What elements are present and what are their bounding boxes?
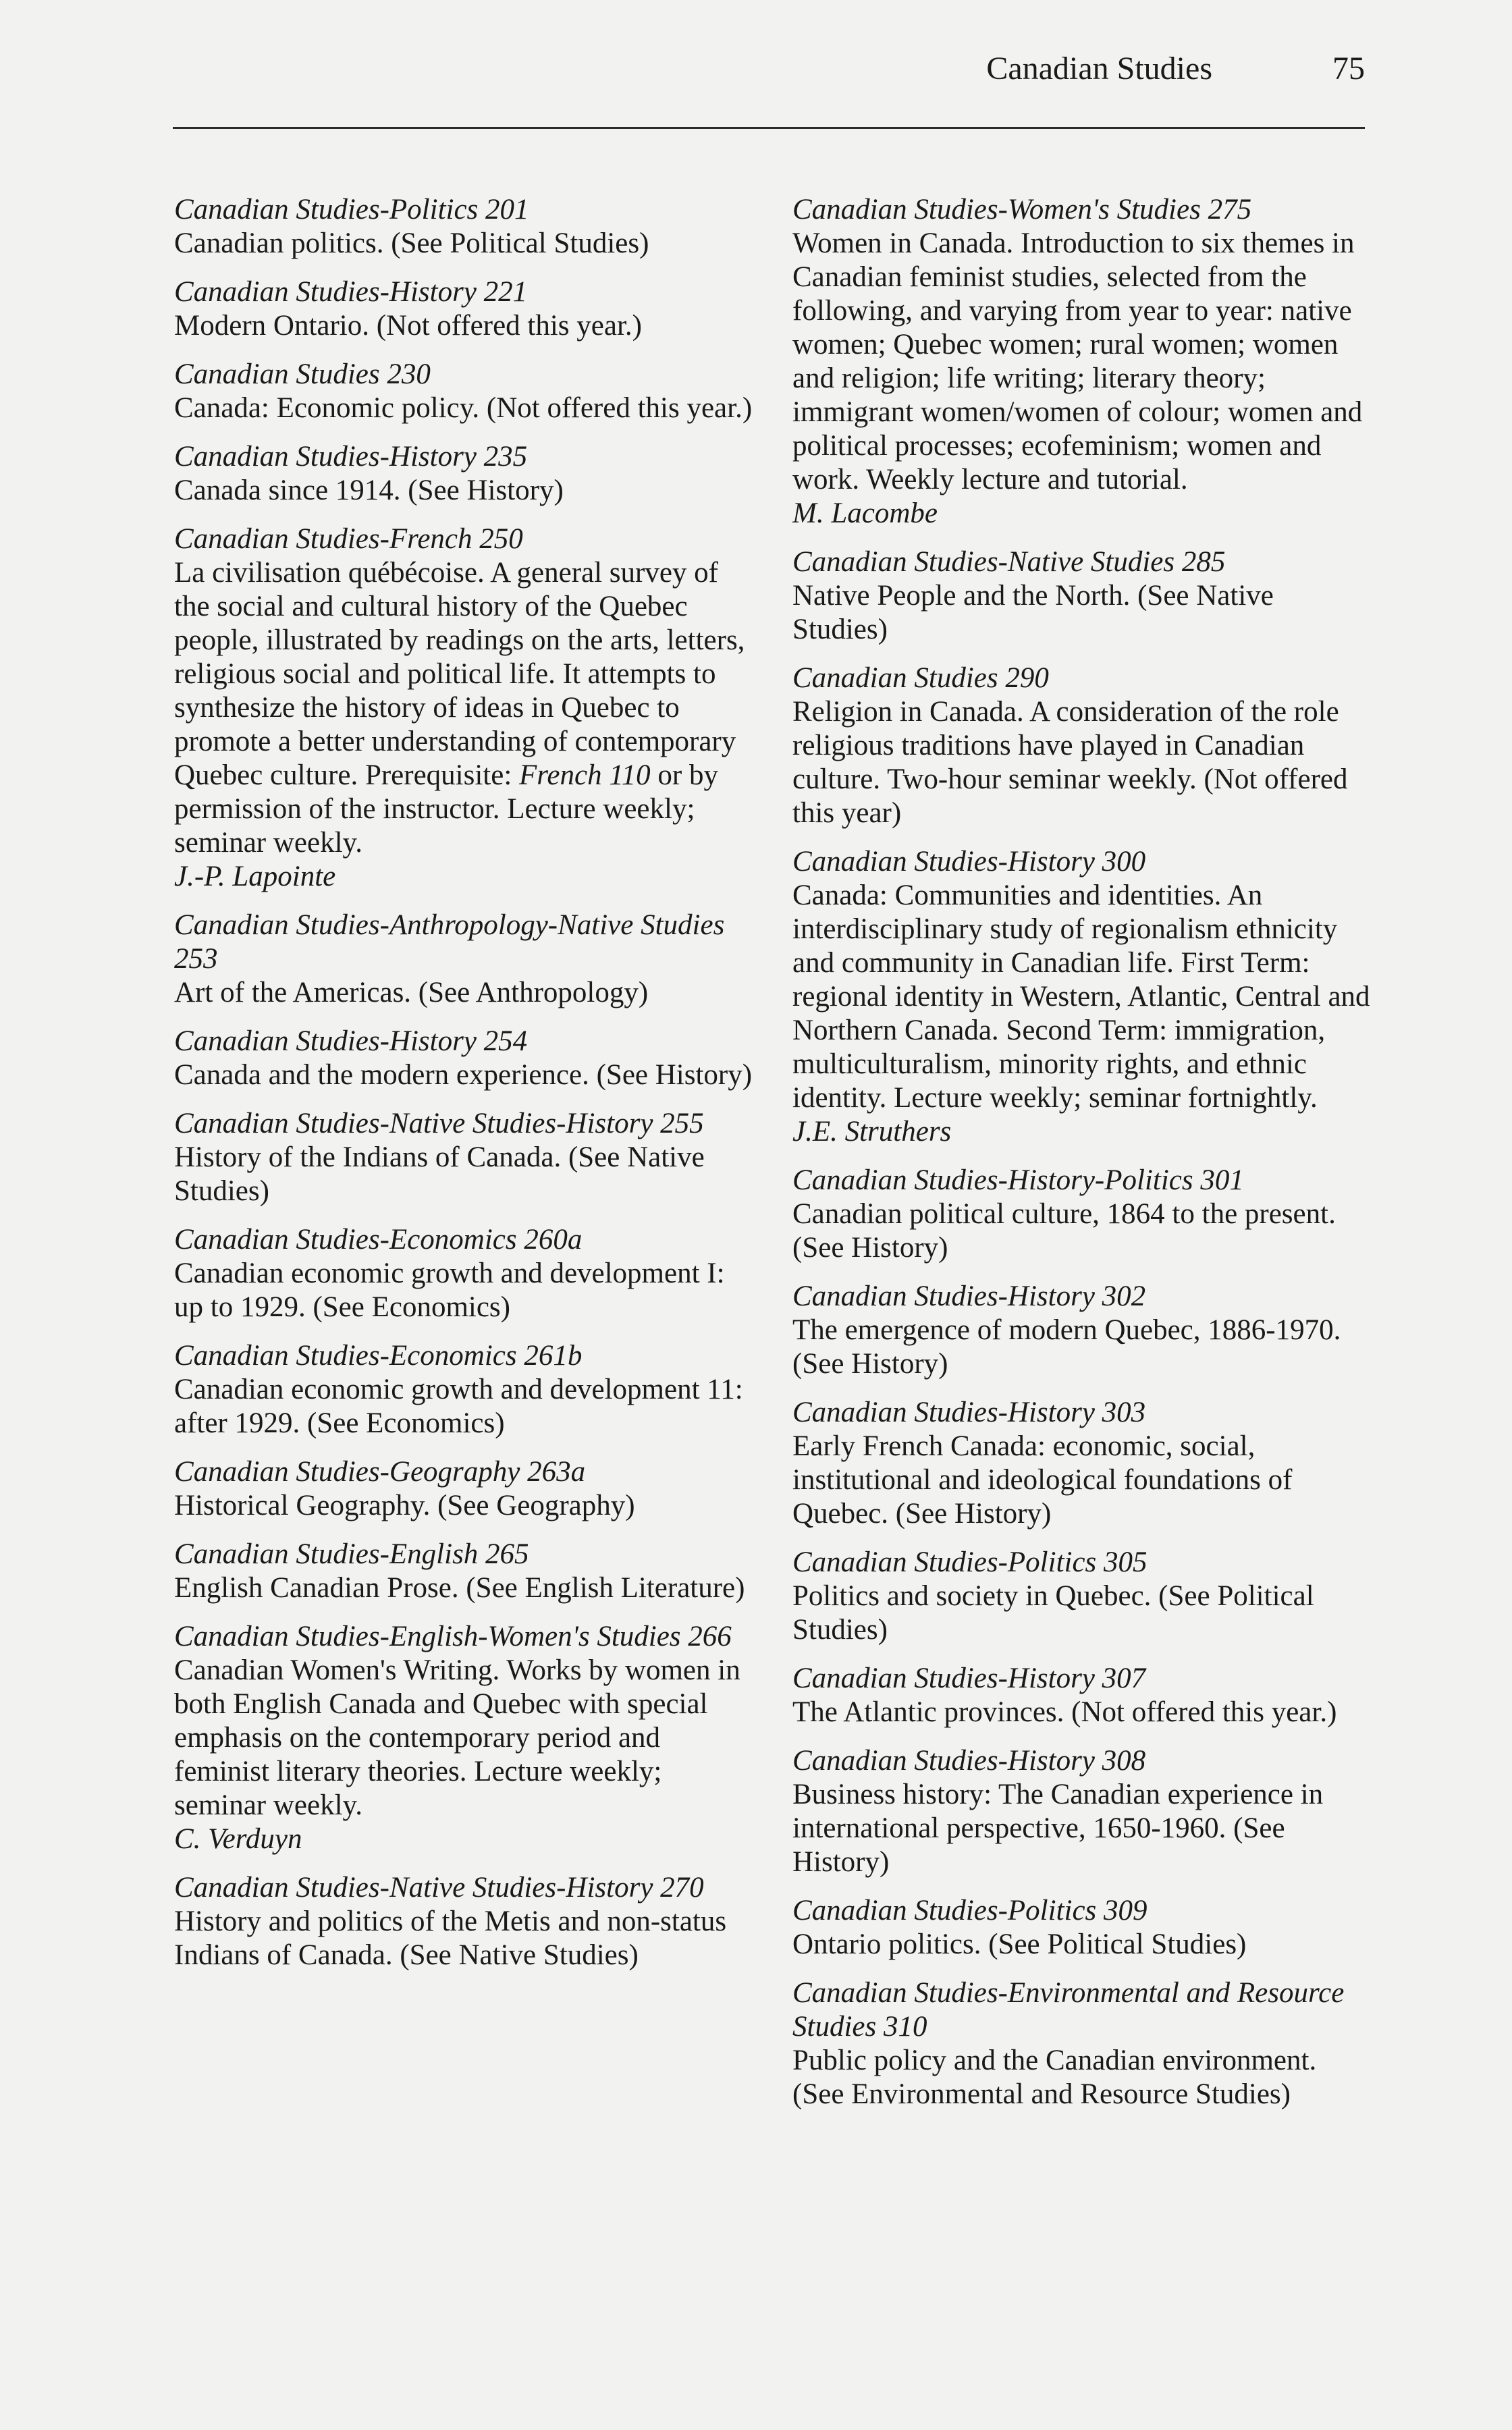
prerequisite-course: French 110	[519, 759, 651, 791]
course-description: Canada since 1914. (See History)	[174, 475, 564, 506]
course-entry	[792, 1894, 1373, 1962]
course-description: The Atlantic provinces. (Not offered this year.)	[792, 1696, 1337, 1728]
course-description: The emergence of modern Quebec, 1886-1970. (See History)	[792, 1314, 1341, 1380]
course-entry	[792, 1976, 1373, 2111]
course-heading: Canadian Studies-History 308	[792, 1745, 1146, 1777]
course-heading: Canadian Studies-Native Studies-History 255	[174, 1108, 704, 1139]
description-text: or by permission of the instructor. Lecture weekly; seminar weekly.	[174, 759, 718, 859]
course-heading: Canadian Studies-History 300	[792, 846, 1146, 878]
course-description: Art of the Americas. (See Anthropology)	[174, 977, 649, 1008]
course-entry	[174, 909, 755, 1010]
course-heading: Canadian Studies-French 250	[174, 523, 523, 555]
course-entry	[792, 1164, 1373, 1265]
course-heading: Canadian Studies-Geography 263a	[174, 1456, 586, 1488]
course-entry	[174, 1871, 755, 1972]
course-entry	[792, 1744, 1373, 1879]
running-head: Canadian Studies	[986, 51, 1212, 86]
course-entry	[174, 1025, 755, 1092]
course-entry	[174, 1107, 755, 1208]
course-entry	[792, 1546, 1373, 1647]
course-entry	[792, 1396, 1373, 1531]
course-description: Canada: Economic policy. (Not offered this year.)	[174, 392, 753, 424]
course-description: Canadian politics. (See Political Studies)	[174, 227, 649, 259]
course-description: Ontario politics. (See Political Studies)	[792, 1928, 1247, 1960]
course-description: Early French Canada: economic, social, institutional and ideological foundations of Quebec. (See History)	[792, 1430, 1293, 1530]
course-entry	[174, 1538, 755, 1605]
course-description: Canadian political culture, 1864 to the present. (See History)	[792, 1198, 1336, 1264]
course-heading: Canadian Studies-History 254	[174, 1025, 528, 1057]
course-entry	[174, 440, 755, 508]
course-heading: Canadian Studies 290	[792, 662, 1049, 694]
course-entry	[792, 662, 1373, 830]
course-description: Canada: Communities and identities. An interdisciplinary study of regionalism ethnicity and community in Canadian life. First Term: regional identity in Western, Atlantic, Central and Northern Canada. Second Term: immigration, multiculturalism, minority rights, and ethnic identity. Lecture weekly; seminar fortnightly.	[792, 880, 1370, 1114]
description-text: La civilisation québécoise. A general survey of the social and cultural history of the Quebec people, illustrated by readings on the arts, letters, religious social and political life. It attempts to synthesize the history of ideas in Quebec to promote a better understanding of contemporary Quebec culture. Prerequisite:	[174, 557, 745, 791]
instructor-name: C. Verduyn	[174, 1823, 302, 1855]
instructor-name: J.-P. Lapointe	[174, 861, 336, 892]
course-description: Religion in Canada. A consideration of the role religious traditions have played in Canadian culture. Two-hour seminar weekly. (Not offered this year)	[792, 696, 1348, 829]
course-entry	[792, 193, 1373, 531]
course-heading: Canadian Studies-Politics 305	[792, 1546, 1148, 1578]
course-heading: Canadian Studies-Women's Studies 275	[792, 194, 1252, 225]
course-description: Politics and society in Quebec. (See Political Studies)	[792, 1580, 1314, 1646]
instructor-name: J.E. Struthers	[792, 1116, 952, 1148]
course-entry	[174, 1620, 755, 1856]
instructor-name: M. Lacombe	[792, 497, 938, 529]
course-heading: Canadian Studies-Anthropology-Native Studies 253	[174, 909, 725, 975]
course-heading: Canadian Studies-Environmental and Resource Studies 310	[792, 1977, 1345, 2043]
course-entry	[174, 1223, 755, 1324]
course-heading: Canadian Studies-English-Women's Studies 266	[174, 1621, 732, 1652]
page-number: 75	[1332, 51, 1365, 86]
course-description: Canadian economic growth and development I: up to 1929. (See Economics)	[174, 1258, 725, 1323]
course-entry	[174, 522, 755, 894]
header-rule	[173, 127, 1365, 129]
course-description: Historical Geography. (See Geography)	[174, 1490, 635, 1521]
course-entry	[174, 1455, 755, 1523]
course-heading: Canadian Studies-Politics 201	[174, 194, 529, 225]
course-heading: Canadian Studies 230	[174, 358, 431, 390]
course-heading: Canadian Studies-History 302	[792, 1280, 1146, 1312]
course-description: Canada and the modern experience. (See History)	[174, 1059, 753, 1091]
course-description: English Canadian Prose. (See English Literature)	[174, 1572, 745, 1604]
course-description: History of the Indians of Canada. (See Native Studies)	[174, 1141, 705, 1207]
right-column	[792, 193, 1373, 2126]
course-description: Canadian economic growth and development 11: after 1929. (See Economics)	[174, 1374, 743, 1439]
course-entry	[792, 1662, 1373, 1729]
course-heading: Canadian Studies-History 303	[792, 1397, 1146, 1428]
course-description	[174, 556, 755, 860]
course-heading: Canadian Studies-Politics 309	[792, 1895, 1148, 1926]
course-entry	[174, 358, 755, 425]
course-heading: Canadian Studies-English 265	[174, 1538, 529, 1570]
course-description: Business history: The Canadian experience in international perspective, 1650-1960. (See History)	[792, 1779, 1324, 1878]
course-heading: Canadian Studies-History 307	[792, 1663, 1146, 1694]
course-entry	[174, 1339, 755, 1440]
course-entry	[792, 1280, 1373, 1381]
course-description: Native People and the North. (See Native Studies)	[792, 580, 1274, 645]
course-heading: Canadian Studies-History-Politics 301	[792, 1164, 1244, 1196]
course-entry	[792, 545, 1373, 647]
course-description: Women in Canada. Introduction to six themes in Canadian feminist studies, selected from the following, and varying from year to year: native women; Quebec women; rural women; women and religion; life writing; literary theory; immigrant women/women of colour; women and political processes; ecofeminism; women and work. Weekly lecture and tutorial.	[792, 227, 1363, 495]
course-heading: Canadian Studies-History 235	[174, 441, 528, 473]
course-heading: Canadian Studies-Economics 261b	[174, 1340, 583, 1372]
course-description: Public policy and the Canadian environment. (See Environmental and Resource Studies)	[792, 2045, 1317, 2110]
course-description: Modern Ontario. (Not offered this year.)	[174, 310, 642, 342]
left-column	[174, 193, 755, 1987]
course-heading: Canadian Studies-Native Studies 285	[792, 546, 1226, 578]
course-heading: Canadian Studies-History 221	[174, 276, 528, 308]
course-description: History and politics of the Metis and non-status Indians of Canada. (See Native Studies)	[174, 1906, 727, 1971]
page-header	[173, 42, 1365, 130]
course-entry	[174, 275, 755, 343]
course-entry	[792, 845, 1373, 1149]
course-heading: Canadian Studies-Native Studies-History 270	[174, 1872, 704, 1904]
course-description: Canadian Women's Writing. Works by women in both English Canada and Quebec with special emphasis on the contemporary period and feminist literary theories. Lecture weekly; seminar weekly.	[174, 1654, 740, 1821]
course-entry	[174, 193, 755, 261]
course-heading: Canadian Studies-Economics 260a	[174, 1224, 583, 1256]
